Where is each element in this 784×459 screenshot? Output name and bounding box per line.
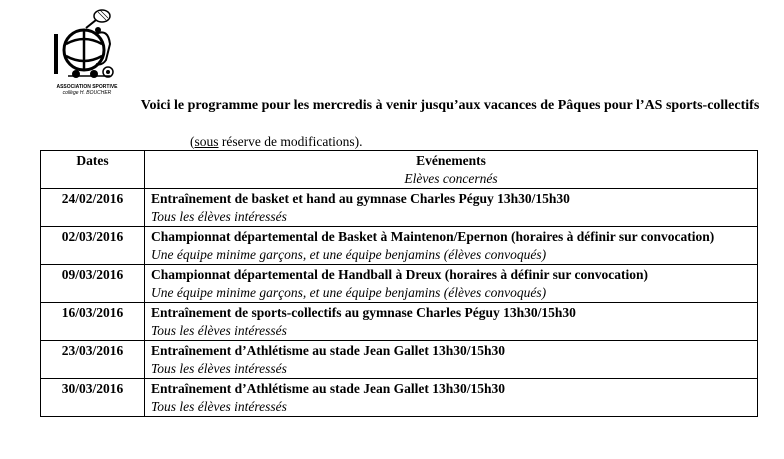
row-date: 30/03/2016	[41, 379, 145, 417]
association-logo	[48, 4, 124, 92]
row-date: 02/03/2016	[41, 227, 145, 265]
logo-caption-line1: ASSOCIATION SPORTIVE	[56, 84, 118, 90]
row-event	[145, 303, 758, 341]
row-event	[145, 265, 758, 303]
event-students: Une équipe minime garçons, et une équipe benjamins (élèves convoqués)	[151, 284, 547, 300]
logo-caption-line2: collège H. BOUCHER	[62, 90, 112, 96]
row-date: 16/03/2016	[41, 303, 145, 341]
event-title: Entraînement d’Athlétisme au stade Jean Gallet 13h30/15h30	[151, 343, 505, 358]
header-events	[145, 151, 758, 189]
row-date: 23/03/2016	[41, 341, 145, 379]
note-rest: réserve de modifications).	[218, 134, 363, 149]
logo-caption	[46, 84, 128, 96]
note-underlined: sous	[194, 134, 219, 149]
table-row	[41, 341, 758, 379]
row-event	[145, 227, 758, 265]
event-title: Entraînement de basket et hand au gymnase Charles Péguy 13h30/15h30	[151, 191, 570, 206]
intro-text: Voici le programme pour les mercredis à venir jusqu’aux vacances de Pâques pour l’AS sports-collectifs	[140, 98, 760, 113]
event-students: Tous les élèves intéressés	[151, 360, 287, 376]
event-title: Championnat départemental de Basket à Maintenon/Epernon (horaires à définir sur convocation)	[151, 229, 715, 244]
event-title: Championnat départemental de Handball à Dreux (horaires à définir sur convocation)	[151, 267, 649, 282]
event-students: Une équipe minime garçons, et une équipe benjamins (élèves convoqués)	[151, 246, 547, 262]
row-date: 24/02/2016	[41, 189, 145, 227]
badminton-icon	[86, 10, 110, 28]
row-event	[145, 341, 758, 379]
event-students: Tous les élèves intéressés	[151, 322, 287, 338]
table-row	[41, 265, 758, 303]
reservation-note	[190, 134, 362, 150]
table-row	[41, 379, 758, 417]
event-title: Entraînement de sports-collectifs au gymnase Charles Péguy 13h30/15h30	[151, 305, 576, 320]
row-event	[145, 379, 758, 417]
note-open: (	[190, 134, 195, 149]
program-table	[40, 150, 758, 417]
header-events-label: Evénements	[416, 153, 486, 168]
event-students: Tous les élèves intéressés	[151, 208, 287, 224]
event-title: Entraînement d’Athlétisme au stade Jean Gallet 13h30/15h30	[151, 381, 505, 396]
table-row	[41, 303, 758, 341]
row-event	[145, 189, 758, 227]
table-header-row	[41, 151, 758, 189]
table-row	[41, 189, 758, 227]
header-dates: Dates	[41, 151, 145, 189]
table-row	[41, 227, 758, 265]
row-date: 09/03/2016	[41, 265, 145, 303]
event-students: Tous les élèves intéressés	[151, 398, 287, 414]
header-students-label: Elèves concernés	[404, 170, 498, 186]
